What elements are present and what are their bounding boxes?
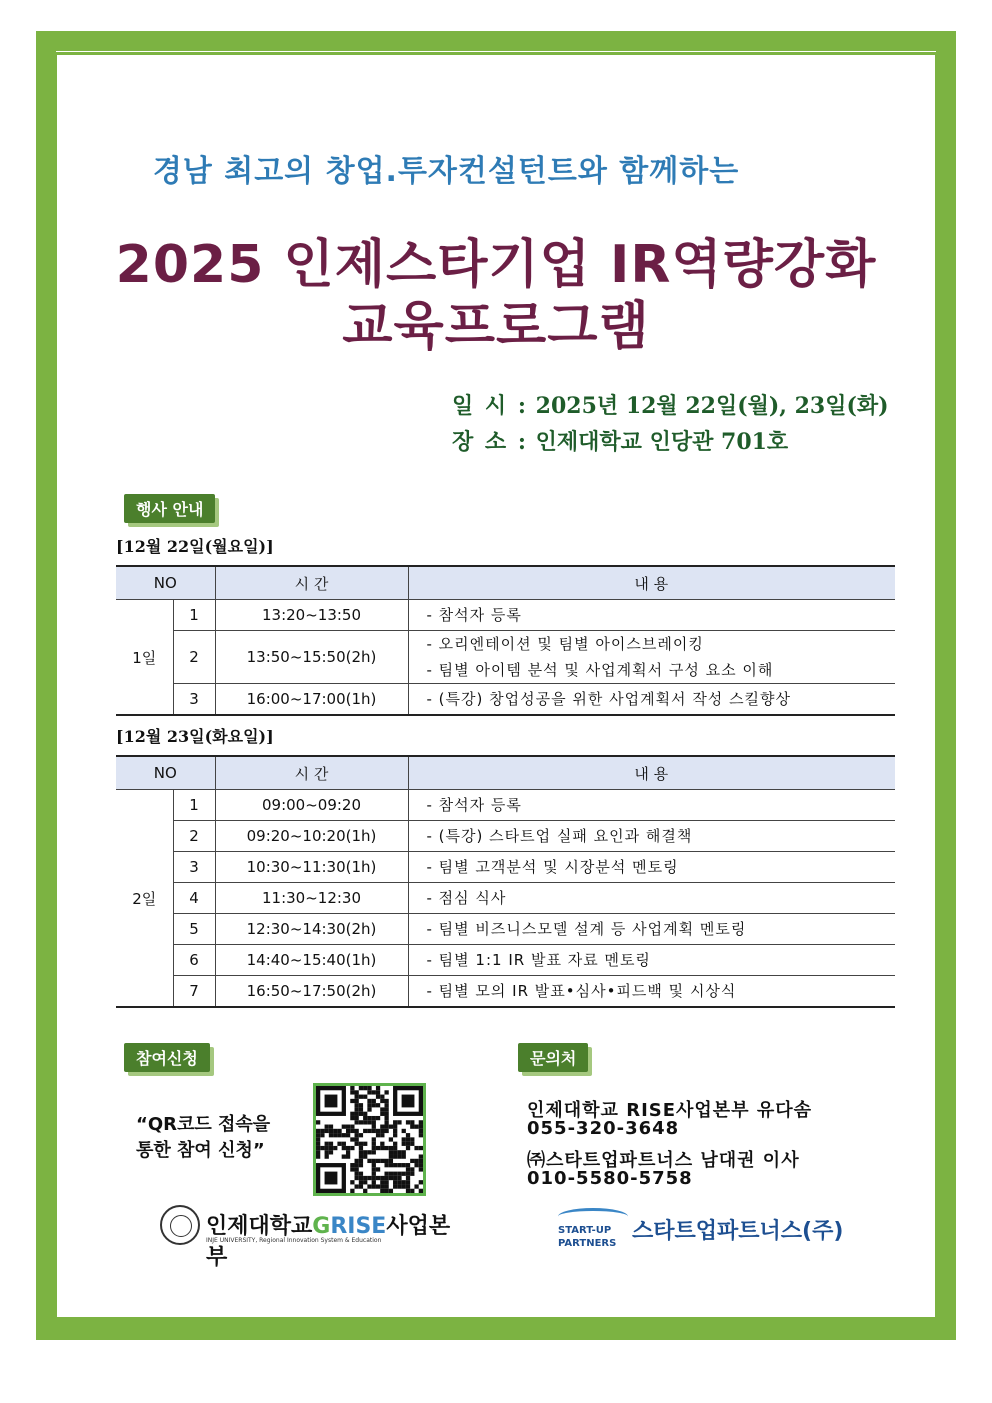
row-no: 6 [173,945,215,976]
qr-instruction-line: “QR코드 접속을 [136,1114,271,1135]
row-content: - 점심 식사 [408,883,895,914]
day1-label: [12월 22일(월요일)] [116,537,274,556]
logo-name-rise: RISE [330,1214,387,1239]
header-no: NO [116,756,215,790]
row-no: 5 [173,914,215,945]
startup-partners-logo [558,1208,858,1248]
row-time: 16:50~17:50(2h) [215,976,408,1008]
row-content-line: - 팀별 아이템 분석 및 사업계획서 구성 요소 이해 [426,661,774,679]
title-line-2: 교육프로그램 [342,297,650,357]
logo-name-g: G [312,1214,331,1239]
header-content: 내 용 [408,566,895,600]
table-row [116,976,895,1008]
table-row [116,945,895,976]
row-time: 09:00~09:20 [215,790,408,821]
header-no: NO [116,566,215,600]
table-row [116,600,895,631]
row-content: - 참석자 등록 [408,600,895,631]
row-content: - (특강) 창업성공을 위한 사업계획서 작성 스킬향상 [408,684,895,716]
qr-instruction-line: 통한 참여 신청” [136,1140,265,1161]
row-no: 1 [173,790,215,821]
qr-instruction [136,1112,270,1164]
row-content: - 팀별 비즈니스모델 설계 등 사업계획 멘토링 [408,914,895,945]
table-row [116,684,895,716]
row-content: - 팀별 모의 IR 발표•심사•피드백 및 시상식 [408,976,895,1008]
row-content: - 참석자 등록 [408,790,895,821]
row-no: 7 [173,976,215,1008]
contact-line-1: 인제대학교 RISE사업본부 유다솜 [527,1100,813,1121]
row-time: 13:50~15:50(2h) [215,631,408,684]
table-row [116,883,895,914]
row-time: 09:20~10:20(1h) [215,821,408,852]
mark-line: START-UP [558,1225,612,1236]
subtitle: 경남 최고의 창업.투자컨설턴트와 함께하는 [152,154,740,189]
title-line-1: 2025 인제스타기업 IR역량강화 [115,235,877,295]
row-content: - 팀별 고객분석 및 시장분석 멘토링 [408,852,895,883]
row-content: - (특강) 스타트업 실패 요인과 해결책 [408,821,895,852]
mark-line: PARTNERS [558,1238,617,1249]
day-group-cell: 2일 [116,790,173,1008]
row-content: - 팀별 1:1 IR 발표 자료 멘토링 [408,945,895,976]
qr-code[interactable] [313,1083,426,1196]
row-time: 12:30~14:30(2h) [215,914,408,945]
table-row [116,914,895,945]
row-time: 13:20~13:50 [215,600,408,631]
date-info [452,389,889,420]
logo-name-b: 사업본부 [206,1214,451,1270]
university-seal-icon [160,1205,200,1245]
startup-partners-name: 스타트업파트너스(주) [632,1219,844,1244]
table-row [116,852,895,883]
row-no: 3 [173,684,215,716]
place-info [452,425,788,456]
row-time: 14:40~15:40(1h) [215,945,408,976]
row-no: 2 [173,821,215,852]
row-content-line: - 오리엔테이션 및 팀별 아이스브레이킹 [426,635,704,653]
header-content: 내 용 [408,756,895,790]
contact-phone-2: 010-5580-5758 [527,1168,693,1189]
row-time: 16:00~17:00(1h) [215,684,408,716]
day1-schedule-table [116,565,895,716]
inje-logo-subtext: INJE UNIVERSITY, Regional Innovation System & Education [206,1237,382,1244]
table-row [116,821,895,852]
date-label: 일 시 : [452,393,528,419]
table-row [116,790,895,821]
contact-line-2: ㈜스타트업파트너스 남대권 이사 [527,1150,800,1171]
date-value: 2025년 12월 22일(월), 23일(화) [535,393,889,419]
table-row [116,631,895,684]
row-no: 4 [173,883,215,914]
row-content [408,631,895,684]
row-no: 3 [173,852,215,883]
header-time: 시 간 [215,756,408,790]
place-label: 장 소 : [452,429,528,455]
day-group-cell: 1일 [116,600,173,716]
day2-label: [12월 23일(화요일)] [116,727,274,746]
logo-name-a: 인제대학교 [206,1214,313,1239]
day2-schedule-table [116,755,895,1008]
row-time: 11:30~12:30 [215,883,408,914]
event-section-tag: 행사 안내 [124,494,215,523]
place-value: 인제대학교 인당관 701호 [535,429,789,455]
row-time: 10:30~11:30(1h) [215,852,408,883]
startup-partners-mark [558,1224,616,1250]
contact-section-tag: 문의처 [518,1043,588,1072]
header-time: 시 간 [215,566,408,600]
qr-code-pattern [316,1086,423,1193]
swoosh-icon [558,1208,628,1225]
row-no: 1 [173,600,215,631]
row-no: 2 [173,631,215,684]
inje-rise-logo [160,1205,470,1270]
contact-phone-1: 055-320-3648 [527,1118,680,1139]
apply-section-tag: 참여신청 [124,1043,210,1072]
